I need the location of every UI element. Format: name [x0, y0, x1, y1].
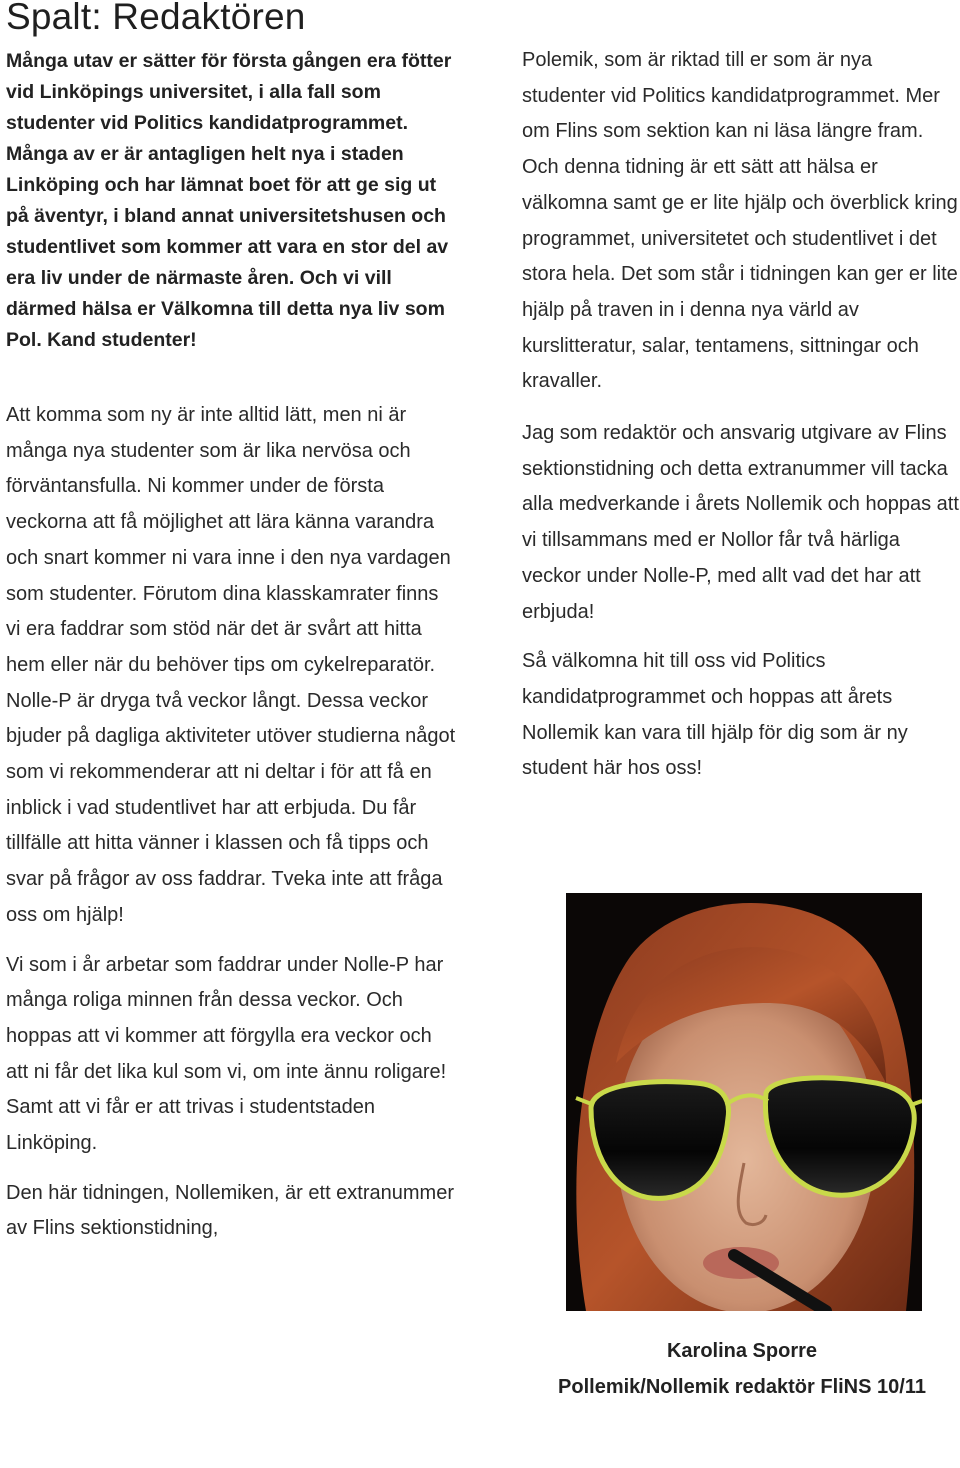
lead-paragraph: Många utav er sätter för första gången era fötter vid Linköpings universitet, i alla fall som studenter vid Politics kandidatprogrammet. Många av er är antagligen helt nya i staden Linköping och har lämnat boet för att ge sig ut på äventyr, i bland annat universitetshusen och studentlivet som kommer att vara en stor del av era liv under de närmaste åren. Och vi vill därmed hälsa er Välkomna till detta nya liv som Pol. Kand studenter!	[6, 50, 452, 351]
caption-name: Karolina Sporre	[666, 1340, 818, 1362]
body-paragraph: Att komma som ny är inte alltid lätt, men ni är många nya studenter som är lika nervösa och förväntansfulla. Ni kommer under de första veckorna att få möjlighet att lära känna varandra och snart kommer ni vara inne i den nya vardagen som studenter. Förutom dina klasskamrater finns vi era faddrar som stöd när det är svårt att hitta hem eller när du behöver tips om cykelreparatör. Nolle-P är dryga två veckor långt. Dessa veckor bjuder på dagliga aktiviteter utöver studierna något som vi rekommenderar att ni deltar i för att få en inblick i vad studentlivet har att erbjuda. Du får tillfälle att hitta vänner i klassen och få tipps och svar på frågor av oss faddrar. Tveka inte att fråga oss om hjälp!	[6, 404, 456, 926]
left-column	[6, 46, 458, 1247]
caption-role: Pollemik/Nollemik redaktör FliNS 10/11	[558, 1376, 926, 1398]
right-column	[522, 43, 960, 787]
photo-caption	[522, 1333, 960, 1405]
body-paragraph: Jag som redaktör och ansvarig utgivare av Flins sektionstidning och detta extranummer vill tacka alla medverkande i årets Nollemik och hoppas att vi tillsammans med er Nollor får två härliga veckor under Nolle-P, med allt vad det har att erbjuda!	[522, 422, 959, 623]
page-title: Spalt: Redaktören	[6, 0, 306, 37]
body-paragraph: Vi som i år arbetar som faddrar under Nolle-P har många roliga minnen från dessa veckor. Och hoppas att vi kommer att förgylla era veckor och att ni får det lika kul som vi, om inte ännu roligare! Samt att vi får er att trivas i studentstaden Linköping.	[6, 953, 447, 1155]
body-paragraph: Polemik, som är riktad till er som är nya studenter vid Politics kandidatprogrammet. Mer om Flins som sektion kan ni läsa längre fram. Och denna tidning är ett sätt att hälsa er välkomna samt ge er lite hjälp och överblick kring programmet, universitetet och studentlivet i det stora hela. Det som står i tidningen kan ger er lite hjälp på traven in i denna nya värld av kurslitteratur, salar, tentamens, sittningar och kravaller.	[522, 49, 958, 393]
body-paragraph: Den här tidningen, Nollemiken, är ett extranummer av Flins sektionstidning,	[6, 1181, 454, 1240]
body-paragraph: Så välkomna hit till oss vid Politics kandidatprogrammet och hoppas att årets Nollemik kan vara till hjälp för dig som är ny student här hos oss!	[522, 650, 908, 780]
editor-portrait-photo	[566, 893, 922, 1311]
